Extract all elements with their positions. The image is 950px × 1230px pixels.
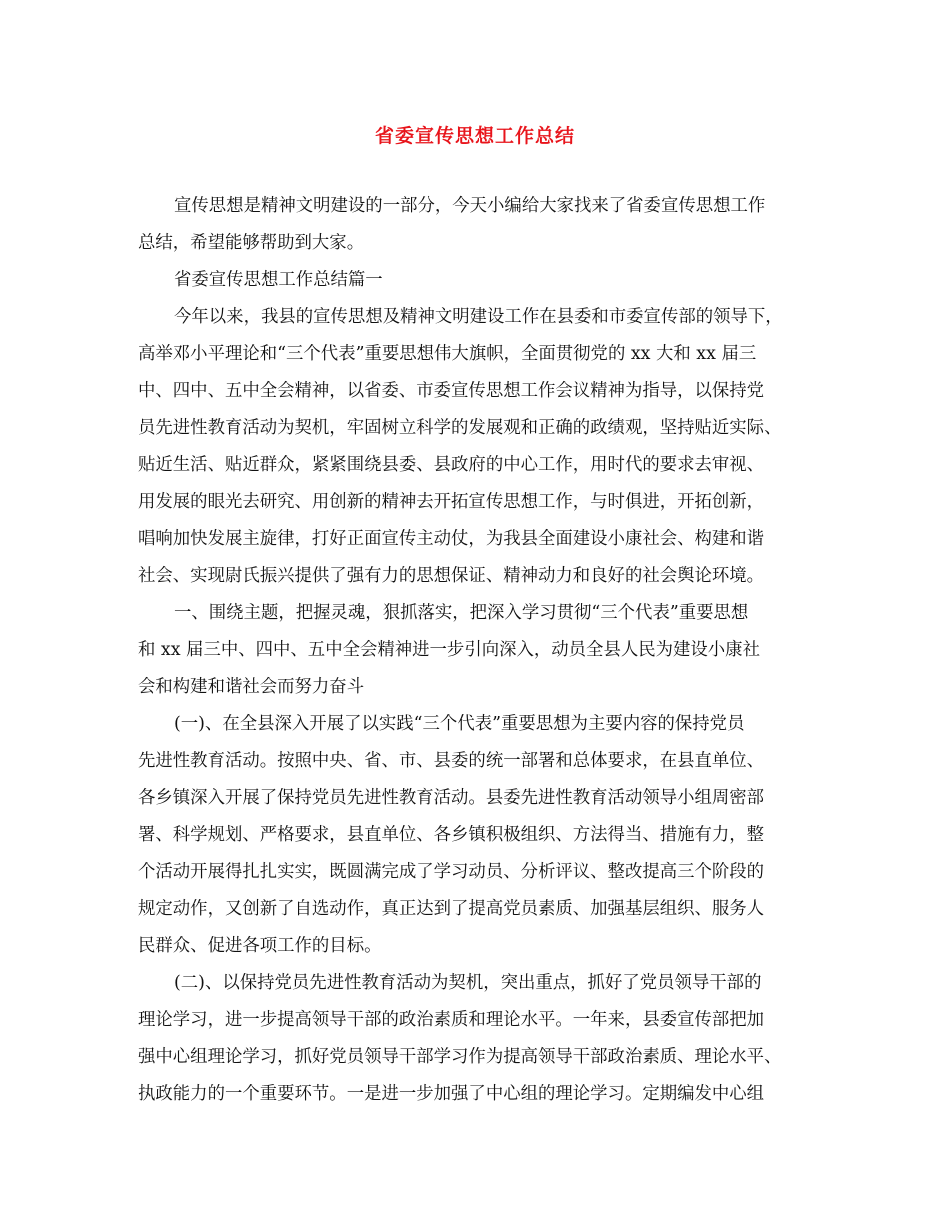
paragraph-line: 各乡镇深入开展了保持党员先进性教育活动。县委先进性教育活动领导小组周密部: [138, 788, 765, 808]
paragraph-line: 民群众、促进各项工作的目标。: [138, 936, 382, 956]
paragraph-line: 社会、实现尉氏振兴提供了强有力的思想保证、精神动力和良好的社会舆论环境。: [138, 566, 765, 586]
paragraph-line: 总结，希望能够帮助到大家。: [138, 233, 365, 253]
paragraph-line: 先进性教育活动。按照中央、省、市、县委的统一部署和总体要求，在县直单位、: [138, 751, 765, 771]
paragraph-line: 理论学习，进一步提高领导干部的政治素质和理论水平。一年来，县委宣传部把加: [138, 1010, 765, 1030]
section-heading: 省委宣传思想工作总结篇一: [174, 270, 383, 290]
paragraph-line: 个活动开展得扎扎实实，既圆满完成了学习动员、分析评议、整改提高三个阶段的: [138, 862, 765, 882]
paragraph-line: 执政能力的一个重要环节。一是进一步加强了中心组的理论学习。定期编发中心组: [138, 1084, 765, 1104]
paragraph-line: 唱响加快发展主旋律，打好正面宣传主动仗，为我县全面建设小康社会、构建和谐: [138, 529, 765, 549]
paragraph-line: 员先进性教育活动为契机，牢固树立科学的发展观和正确的政绩观，坚持贴近实际、: [138, 418, 782, 438]
paragraph-line: 贴近生活、贴近群众，紧紧围绕县委、县政府的中心工作，用时代的要求去审视、: [138, 455, 765, 475]
paragraph-line: 规定动作，又创新了自选动作，真正达到了提高党员素质、加强基层组织、服务人: [138, 899, 765, 919]
paragraph-line: 一、围绕主题，把握灵魂，狠抓落实，把深入学习贯彻“三个代表”重要思想: [174, 603, 749, 623]
paragraph-line: (一)、在全县深入开展了以实践“三个代表”重要思想为主要内容的保持党员: [174, 714, 745, 734]
paragraph-line: (二)、以保持党员先进性教育活动为契机，突出重点，抓好了党员领导干部的: [174, 973, 762, 993]
document-title: 省委宣传思想工作总结: [374, 125, 575, 147]
document-body: [138, 188, 818, 1113]
paragraph-line: 今年以来，我县的宣传思想及精神文明建设工作在县委和市委宣传部的领导下，: [174, 307, 783, 327]
paragraph-line: 和 xx 届三中、四中、五中全会精神进一步引向深入，动员全县人民为建设小康社: [138, 640, 760, 660]
paragraph-line: 署、科学规划、严格要求，县直单位、各乡镇积极组织、方法得当、措施有力，整: [138, 825, 765, 845]
paragraph-line: 会和构建和谐社会而努力奋斗: [138, 677, 365, 697]
paragraph-line: 用发展的眼光去研究、用创新的精神去开拓宣传思想工作，与时俱进，开拓创新，: [138, 492, 765, 512]
paragraph-line: 宣传思想是精神文明建设的一部分，今天小编给大家找来了省委宣传思想工作: [174, 196, 766, 216]
paragraph-line: 强中心组理论学习，抓好党员领导干部学习作为提高领导干部政治素质、理论水平、: [138, 1047, 782, 1067]
paragraph-line: 高举邓小平理论和“三个代表”重要思想伟大旗帜，全面贯彻党的 xx 大和 xx 届三: [138, 344, 757, 364]
paragraph-line: 中、四中、五中全会精神，以省委、市委宣传思想工作会议精神为指导，以保持党: [138, 381, 765, 401]
